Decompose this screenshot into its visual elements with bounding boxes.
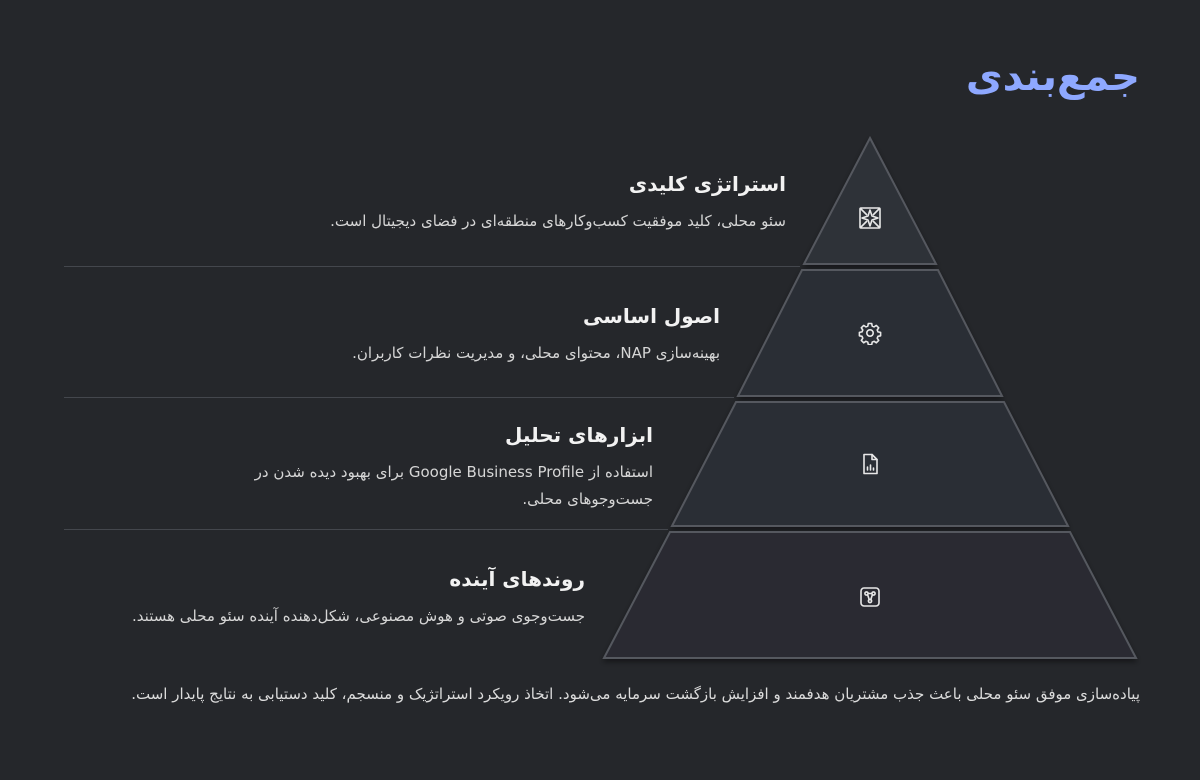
row-description: سئو محلی، کلید موفقیت کسب‌وکارهای منطقه‌ای در فضای دیجیتال است. [330,212,786,230]
sparkle-cross-icon [858,206,882,230]
row-heading: اصول اساسی [583,304,720,328]
row-description: استفاده از Google Business Profile برای بهبود دیده شدن در جست‌وجوهای محلی. [254,463,653,508]
row-strategy [226,172,786,235]
row-heading: ابزارهای تحلیل [505,423,653,447]
divider [64,266,800,267]
row-trends [65,567,585,630]
divider [64,397,734,398]
divider [64,529,668,530]
row-description: جست‌وجوی صوتی و هوش مصنوعی، شکل‌دهنده آینده سئو محلی هستند. [132,607,585,625]
ai-chip-icon [858,585,882,609]
row-principles [160,304,720,367]
row-description: بهینه‌سازی NAP، محتوای محلی، و مدیریت نظرات کاربران. [352,344,720,362]
row-tools [213,423,653,513]
summary-paragraph: پیاده‌سازی موفق سئو محلی باعث جذب مشتریان هدفمند و افزایش بازگشت سرمایه می‌شود. اتخاذ رویکرد استراتژیک و منسجم، کلید دستیابی به نتایج پایدار است. [131,685,1140,703]
row-heading: روندهای آینده [449,567,585,591]
row-heading: استراتژی کلیدی [628,172,786,196]
page-title: جمع‌بندی [965,54,1140,100]
pyramid-tier-1 [804,138,936,264]
document-chart-icon [858,452,882,476]
gear-icon [858,321,882,345]
